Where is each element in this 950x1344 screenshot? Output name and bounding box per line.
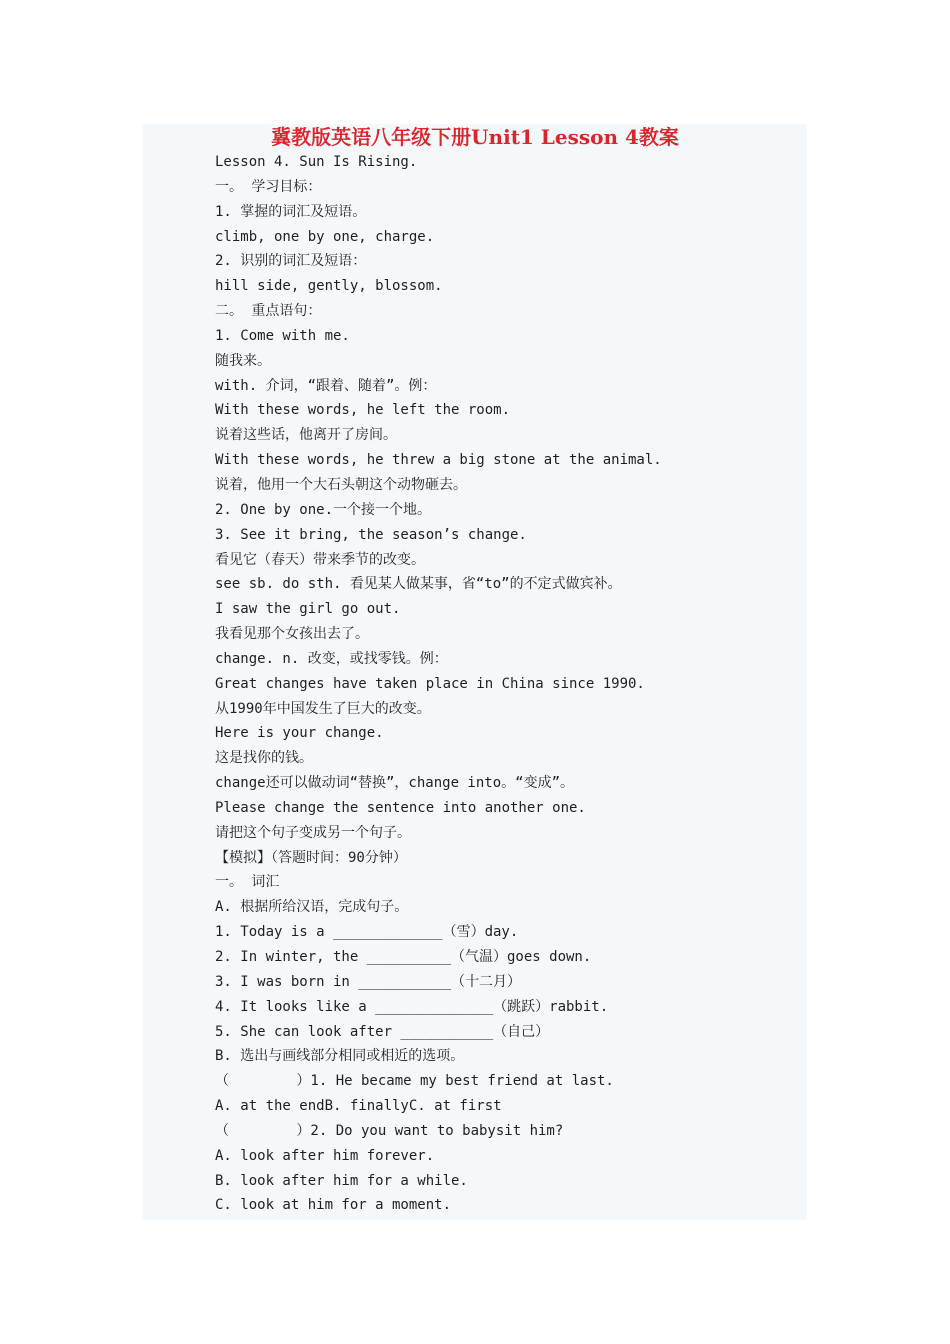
text-line: 3. I was born in ___________（十二月） <box>215 973 522 990</box>
text-line: （ ）2. Do you want to babysit him? <box>215 1122 564 1139</box>
text-line: change还可以做动词“替换”，change into。“变成”。 <box>215 775 575 792</box>
text-line: 这是找你的钱。 <box>215 750 313 767</box>
text-line: Here is your change. <box>215 725 384 742</box>
text-line: B. look after him for a while. <box>215 1172 468 1189</box>
text-line: 随我来。 <box>215 352 271 369</box>
text-line: C. look at him for a moment. <box>215 1197 452 1214</box>
text-line: 说着这些话，他离开了房间。 <box>215 427 397 444</box>
text-line: 3. See it bring, the season’s change. <box>215 526 527 543</box>
text-line: 2. One by one.一个接一个地。 <box>215 501 432 518</box>
text-line: 请把这个句子变成另一个句子。 <box>215 824 411 841</box>
text-line: Please change the sentence into another one. <box>215 799 586 816</box>
text-line: 我看见那个女孩出去了。 <box>215 626 369 643</box>
text-line: With these words, he left the room. <box>215 402 511 419</box>
text-line: I saw the girl go out. <box>215 601 401 618</box>
text-line: 5. She can look after ___________（自己） <box>215 1023 550 1040</box>
text-line: Great changes have taken place in China since 1990. <box>215 675 645 692</box>
text-line: change. n. 改变，或找零钱。例： <box>215 650 448 667</box>
text-line: 二。 重点语句： <box>215 303 322 320</box>
text-line: A. at the endB. finallyC. at first <box>215 1098 502 1115</box>
text-line: B. 选出与画线部分相同或相近的选项。 <box>215 1048 465 1065</box>
text-line: 2. 识别的词汇及短语： <box>215 253 367 270</box>
text-line: 1. 掌握的词汇及短语。 <box>215 203 367 220</box>
text-line: see sb. do sth. 看见某人做某事，省“to”的不定式做宾补。 <box>215 576 622 593</box>
text-line: Lesson 4. Sun Is Rising. <box>215 154 418 170</box>
text-line: With these words, he threw a big stone at the animal. <box>215 452 662 469</box>
text-line: 看见它（春天）带来季节的改变。 <box>215 551 425 568</box>
text-line: 2. In winter, the __________（气温）goes down. <box>215 949 592 965</box>
document-body <box>215 150 795 1218</box>
text-line: with. 介词，“跟着、随着”。例： <box>215 377 437 394</box>
text-line: A. look after him forever. <box>215 1147 435 1164</box>
text-line: A. 根据所给汉语，完成句子。 <box>215 899 409 916</box>
text-line: climb, one by one, charge. <box>215 228 435 245</box>
text-line: （ ）1. He became my best friend at last. <box>215 1073 614 1090</box>
document-title: 冀教版英语八年级下册Unit1 Lesson 4教案 <box>271 125 679 149</box>
text-line: 从1990年中国发生了巨大的改变。 <box>215 700 431 717</box>
text-line: 1. Today is a _____________（雪）day. <box>215 924 519 941</box>
text-line: 4. It looks like a ______________（跳跃）rabbit. <box>215 998 609 1015</box>
text-line: hill side, gently, blossom. <box>215 278 443 295</box>
text-line: 【模拟】（答题时间：90分钟） <box>215 849 407 866</box>
text-line: 说着，他用一个大石头朝这个动物砸去。 <box>215 476 467 493</box>
text-line: 1. Come with me. <box>215 327 350 344</box>
text-line: 一。 学习目标： <box>215 178 322 195</box>
text-line: 一。 词汇 <box>215 874 280 891</box>
